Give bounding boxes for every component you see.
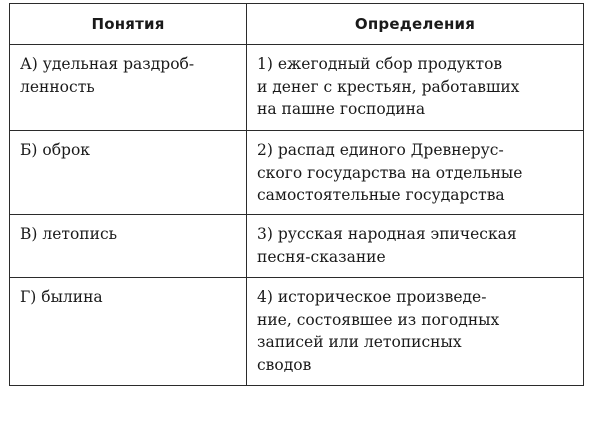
concept-text: В) летопись: [20, 225, 118, 243]
definition-text: ние, состоявшее из погодных: [257, 310, 500, 329]
definition-text: на пашне господина: [257, 100, 426, 118]
column-header-definitions: Определения: [247, 4, 584, 45]
concept-cell: [10, 278, 247, 386]
concept-text: ленность: [20, 77, 95, 96]
definition-text: самостоятельные государства: [257, 186, 505, 204]
definition-cell: [247, 45, 584, 131]
concept-cell: [10, 131, 247, 215]
definition-text: 2) распад единого Древнерус-: [257, 141, 504, 159]
definition-cell: [247, 131, 584, 215]
concept-cell: [10, 215, 247, 278]
definition-text: сводов: [257, 355, 312, 374]
column-header-concepts: Понятия: [10, 4, 247, 45]
concept-text: Б) оброк: [20, 141, 90, 159]
table-header-row: [10, 4, 584, 45]
concept-text: А) удельная раздроб-: [20, 55, 195, 73]
concept-cell: [10, 45, 247, 131]
table-row: [10, 131, 584, 215]
table-row: [10, 215, 584, 278]
definition-text: 4) историческое произведе-: [257, 288, 487, 306]
table-row: [10, 278, 584, 386]
table-row: [10, 45, 584, 131]
definition-cell: [247, 215, 584, 278]
definition-text: песня-сказание: [257, 247, 386, 266]
definition-text: 3) русская народная эпическая: [257, 225, 517, 243]
concept-text: Г) былина: [20, 288, 103, 306]
definition-text: 1) ежегодный сбор продуктов: [257, 55, 503, 73]
definition-text: записей или летописных: [257, 333, 462, 351]
concepts-definitions-table: [9, 3, 584, 386]
definition-text: и денег с крестьян, работавших: [257, 77, 520, 96]
definition-text: ского государства на отдельные: [257, 163, 523, 182]
definition-cell: [247, 278, 584, 386]
